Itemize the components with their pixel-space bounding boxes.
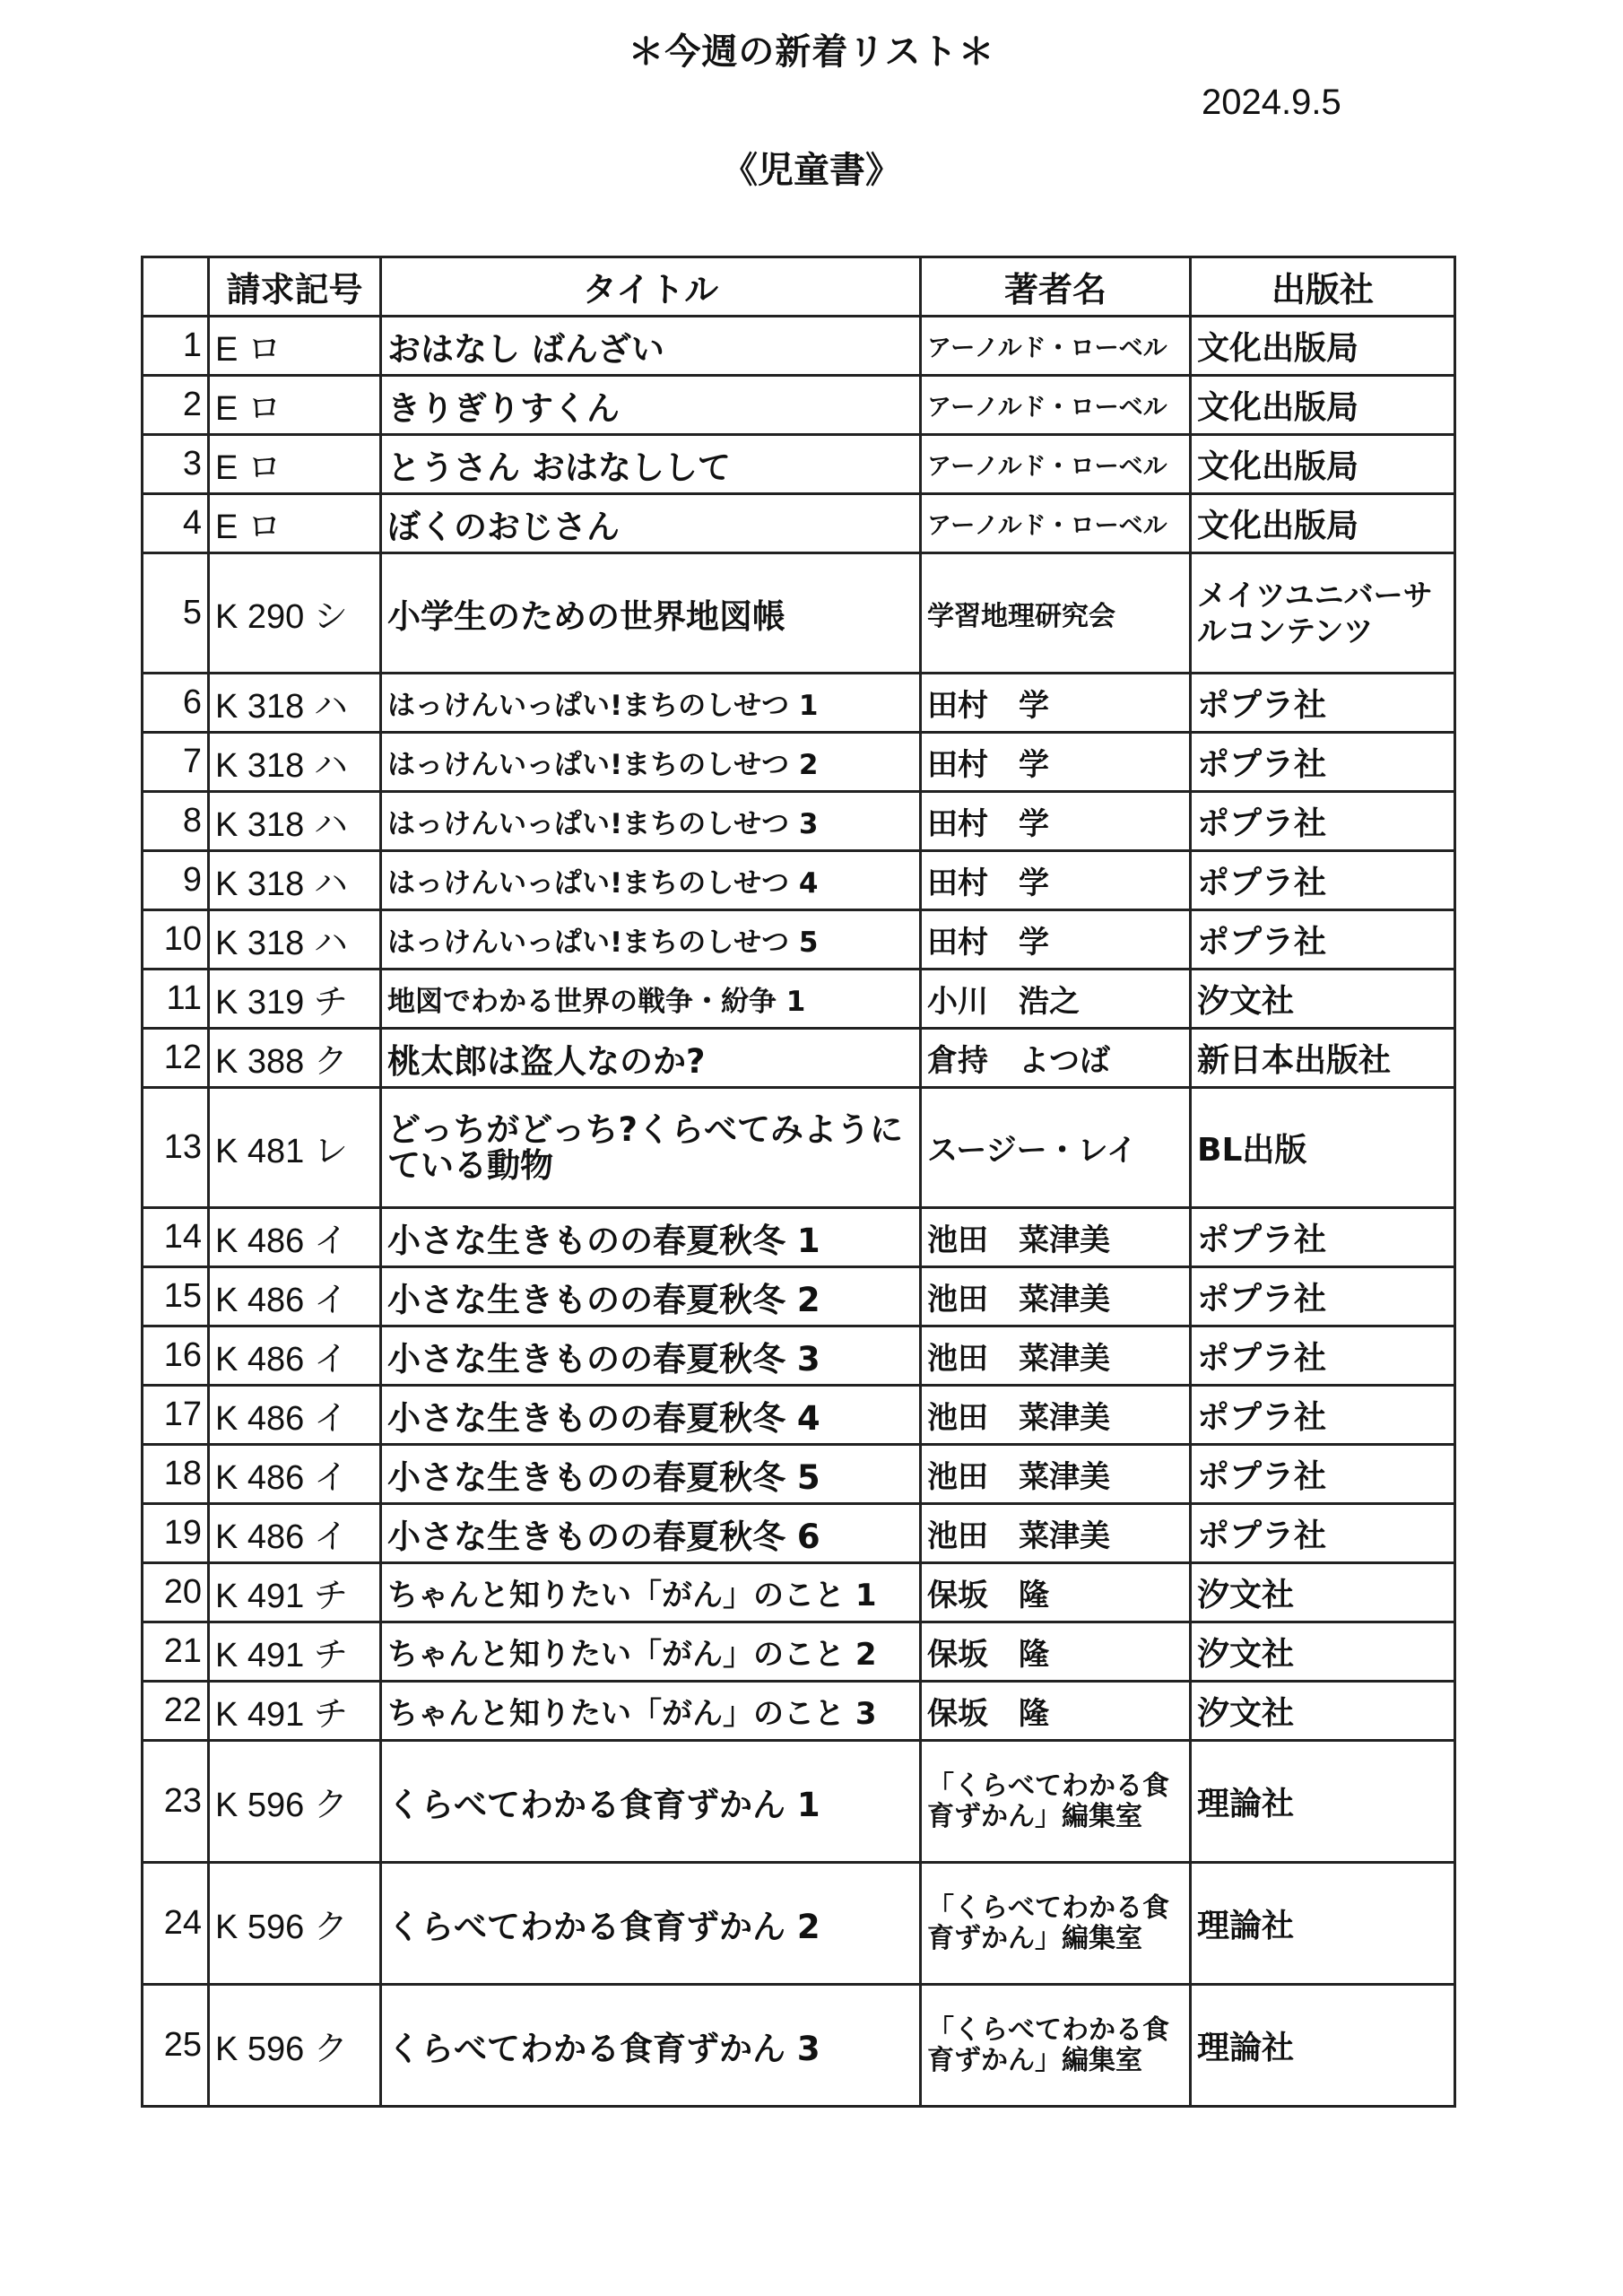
- table-row: [143, 1029, 1455, 1088]
- table-row: [143, 1267, 1455, 1326]
- row-number: 25: [143, 1985, 209, 2107]
- book-author: 保坂 隆: [921, 1682, 1191, 1741]
- row-number: 3: [143, 435, 209, 494]
- row-number: 22: [143, 1682, 209, 1741]
- book-title: とうさん おはなしして: [381, 435, 921, 494]
- table-row: [143, 376, 1455, 435]
- book-title: はっけんいっぱい!まちのしせつ 1: [381, 674, 921, 733]
- call-number: K 318 ハ: [209, 851, 381, 910]
- book-publisher: 文化出版局: [1191, 435, 1455, 494]
- book-author: 田村 学: [921, 674, 1191, 733]
- book-publisher: 汐文社: [1191, 970, 1455, 1029]
- call-number: K 486 イ: [209, 1208, 381, 1267]
- book-author: アーノルド・ローベル: [921, 376, 1191, 435]
- book-title: はっけんいっぱい!まちのしせつ 4: [381, 851, 921, 910]
- table-row: [143, 970, 1455, 1029]
- row-number: 8: [143, 792, 209, 851]
- table-row: [143, 1208, 1455, 1267]
- row-number: 15: [143, 1267, 209, 1326]
- book-title: 小さな生きものの春夏秋冬 5: [381, 1445, 921, 1504]
- book-author: スージー・レイ: [921, 1088, 1191, 1208]
- book-publisher: ポプラ社: [1191, 792, 1455, 851]
- row-number: 20: [143, 1563, 209, 1622]
- book-publisher: 理論社: [1191, 1985, 1455, 2107]
- list-date: 2024.9.5: [1202, 83, 1341, 122]
- book-publisher: 理論社: [1191, 1741, 1455, 1863]
- book-title: はっけんいっぱい!まちのしせつ 5: [381, 910, 921, 970]
- call-number: K 491 チ: [209, 1622, 381, 1682]
- book-title: きりぎりすくん: [381, 376, 921, 435]
- call-number: K 318 ハ: [209, 674, 381, 733]
- book-title: どっちがどっち?くらべてみようにている動物: [381, 1088, 921, 1208]
- book-author: 「くらべてわかる食育ずかん」編集室: [921, 1985, 1191, 2107]
- row-number: 12: [143, 1029, 209, 1088]
- book-publisher: 理論社: [1191, 1863, 1455, 1985]
- category-heading: 《児童書》: [722, 150, 901, 191]
- row-number: 21: [143, 1622, 209, 1682]
- book-publisher: 文化出版局: [1191, 317, 1455, 376]
- row-number: 24: [143, 1863, 209, 1985]
- book-author: 池田 菜津美: [921, 1208, 1191, 1267]
- table-row: [143, 1563, 1455, 1622]
- row-number: 18: [143, 1445, 209, 1504]
- table-row: [143, 910, 1455, 970]
- call-number: K 486 イ: [209, 1504, 381, 1563]
- book-publisher: BL出版: [1191, 1088, 1455, 1208]
- row-number: 7: [143, 733, 209, 792]
- table-row: [143, 1445, 1455, 1504]
- book-title: 小さな生きものの春夏秋冬 4: [381, 1386, 921, 1445]
- call-number: K 486 イ: [209, 1326, 381, 1386]
- book-publisher: ポプラ社: [1191, 1208, 1455, 1267]
- header-publisher: 出版社: [1191, 257, 1455, 317]
- call-number: E ロ: [209, 376, 381, 435]
- book-title: 小さな生きものの春夏秋冬 1: [381, 1208, 921, 1267]
- call-number: E ロ: [209, 494, 381, 553]
- call-number: K 596 ク: [209, 1741, 381, 1863]
- table-row: [143, 1386, 1455, 1445]
- book-author: 「くらべてわかる食育ずかん」編集室: [921, 1741, 1191, 1863]
- book-author: 保坂 隆: [921, 1563, 1191, 1622]
- table-row: [143, 494, 1455, 553]
- call-number: E ロ: [209, 435, 381, 494]
- book-publisher: ポプラ社: [1191, 910, 1455, 970]
- call-number: K 596 ク: [209, 1985, 381, 2107]
- row-number: 16: [143, 1326, 209, 1386]
- table-row: [143, 553, 1455, 674]
- row-number: 9: [143, 851, 209, 910]
- book-publisher: ポプラ社: [1191, 733, 1455, 792]
- book-publisher: 汐文社: [1191, 1622, 1455, 1682]
- table-row: [143, 1741, 1455, 1863]
- book-title: くらべてわかる食育ずかん 1: [381, 1741, 921, 1863]
- table-row: [143, 1622, 1455, 1682]
- book-author: 田村 学: [921, 910, 1191, 970]
- book-publisher: ポプラ社: [1191, 1386, 1455, 1445]
- book-publisher: ポプラ社: [1191, 1326, 1455, 1386]
- book-author: 池田 菜津美: [921, 1386, 1191, 1445]
- book-title: ちゃんと知りたい「がん」のこと 3: [381, 1682, 921, 1741]
- book-author: アーノルド・ローベル: [921, 317, 1191, 376]
- book-title: おはなし ばんざい: [381, 317, 921, 376]
- call-number: K 486 イ: [209, 1386, 381, 1445]
- book-publisher: 汐文社: [1191, 1563, 1455, 1622]
- call-number: K 486 イ: [209, 1445, 381, 1504]
- book-author: 池田 菜津美: [921, 1445, 1191, 1504]
- row-number: 2: [143, 376, 209, 435]
- book-author: 田村 学: [921, 851, 1191, 910]
- row-number: 19: [143, 1504, 209, 1563]
- book-author: アーノルド・ローベル: [921, 494, 1191, 553]
- book-publisher: ポプラ社: [1191, 1267, 1455, 1326]
- row-number: 6: [143, 674, 209, 733]
- new-arrivals-table: [141, 256, 1456, 2108]
- row-number: 10: [143, 910, 209, 970]
- row-number: 5: [143, 553, 209, 674]
- book-title: ちゃんと知りたい「がん」のこと 2: [381, 1622, 921, 1682]
- call-number: K 290 シ: [209, 553, 381, 674]
- header-author: 著者名: [921, 257, 1191, 317]
- table-row: [143, 1088, 1455, 1208]
- book-author: 池田 菜津美: [921, 1326, 1191, 1386]
- book-author: 学習地理研究会: [921, 553, 1191, 674]
- book-author: アーノルド・ローベル: [921, 435, 1191, 494]
- book-author: 池田 菜津美: [921, 1267, 1191, 1326]
- call-number: K 318 ハ: [209, 792, 381, 851]
- call-number: K 318 ハ: [209, 910, 381, 970]
- book-publisher: メイツユニバーサルコンテンツ: [1191, 553, 1455, 674]
- book-title: 小さな生きものの春夏秋冬 2: [381, 1267, 921, 1326]
- book-publisher: 文化出版局: [1191, 494, 1455, 553]
- book-title: はっけんいっぱい!まちのしせつ 3: [381, 792, 921, 851]
- book-author: 田村 学: [921, 792, 1191, 851]
- book-author: 倉持 よつば: [921, 1029, 1191, 1088]
- book-publisher: ポプラ社: [1191, 674, 1455, 733]
- table-row: [143, 435, 1455, 494]
- table-header-row: [143, 257, 1455, 317]
- header-no: [143, 257, 209, 317]
- row-number: 4: [143, 494, 209, 553]
- book-title: 小学生のための世界地図帳: [381, 553, 921, 674]
- book-author: 「くらべてわかる食育ずかん」編集室: [921, 1863, 1191, 1985]
- book-title: 小さな生きものの春夏秋冬 6: [381, 1504, 921, 1563]
- row-number: 13: [143, 1088, 209, 1208]
- table-row: [143, 1504, 1455, 1563]
- call-number: K 318 ハ: [209, 733, 381, 792]
- book-title: くらべてわかる食育ずかん 3: [381, 1985, 921, 2107]
- table-row: [143, 1326, 1455, 1386]
- table-row: [143, 317, 1455, 376]
- book-author: 保坂 隆: [921, 1622, 1191, 1682]
- book-publisher: 汐文社: [1191, 1682, 1455, 1741]
- table-row: [143, 1985, 1455, 2107]
- table-row: [143, 792, 1455, 851]
- row-number: 1: [143, 317, 209, 376]
- book-author: 小川 浩之: [921, 970, 1191, 1029]
- book-publisher: 新日本出版社: [1191, 1029, 1455, 1088]
- book-author: 田村 学: [921, 733, 1191, 792]
- table-row: [143, 1682, 1455, 1741]
- header-call-number: 請求記号: [209, 257, 381, 317]
- call-number: K 319 チ: [209, 970, 381, 1029]
- call-number: K 596 ク: [209, 1863, 381, 1985]
- book-title: ぼくのおじさん: [381, 494, 921, 553]
- book-publisher: ポプラ社: [1191, 851, 1455, 910]
- book-author: 池田 菜津美: [921, 1504, 1191, 1563]
- table-row: [143, 674, 1455, 733]
- book-publisher: ポプラ社: [1191, 1504, 1455, 1563]
- header-title: タイトル: [381, 257, 921, 317]
- book-publisher: 文化出版局: [1191, 376, 1455, 435]
- call-number: K 388 ク: [209, 1029, 381, 1088]
- book-title: くらべてわかる食育ずかん 2: [381, 1863, 921, 1985]
- book-title: はっけんいっぱい!まちのしせつ 2: [381, 733, 921, 792]
- page-title: ＊今週の新着リスト＊: [628, 31, 995, 73]
- table-row: [143, 1863, 1455, 1985]
- row-number: 14: [143, 1208, 209, 1267]
- book-title: 桃太郎は盗人なのか?: [381, 1029, 921, 1088]
- row-number: 11: [143, 970, 209, 1029]
- row-number: 23: [143, 1741, 209, 1863]
- table-row: [143, 733, 1455, 792]
- call-number: K 481 レ: [209, 1088, 381, 1208]
- call-number: K 486 イ: [209, 1267, 381, 1326]
- call-number: K 491 チ: [209, 1682, 381, 1741]
- book-title: 小さな生きものの春夏秋冬 3: [381, 1326, 921, 1386]
- call-number: K 491 チ: [209, 1563, 381, 1622]
- book-title: 地図でわかる世界の戦争・紛争 1: [381, 970, 921, 1029]
- table-row: [143, 851, 1455, 910]
- book-title: ちゃんと知りたい「がん」のこと 1: [381, 1563, 921, 1622]
- book-publisher: ポプラ社: [1191, 1445, 1455, 1504]
- call-number: E ロ: [209, 317, 381, 376]
- row-number: 17: [143, 1386, 209, 1445]
